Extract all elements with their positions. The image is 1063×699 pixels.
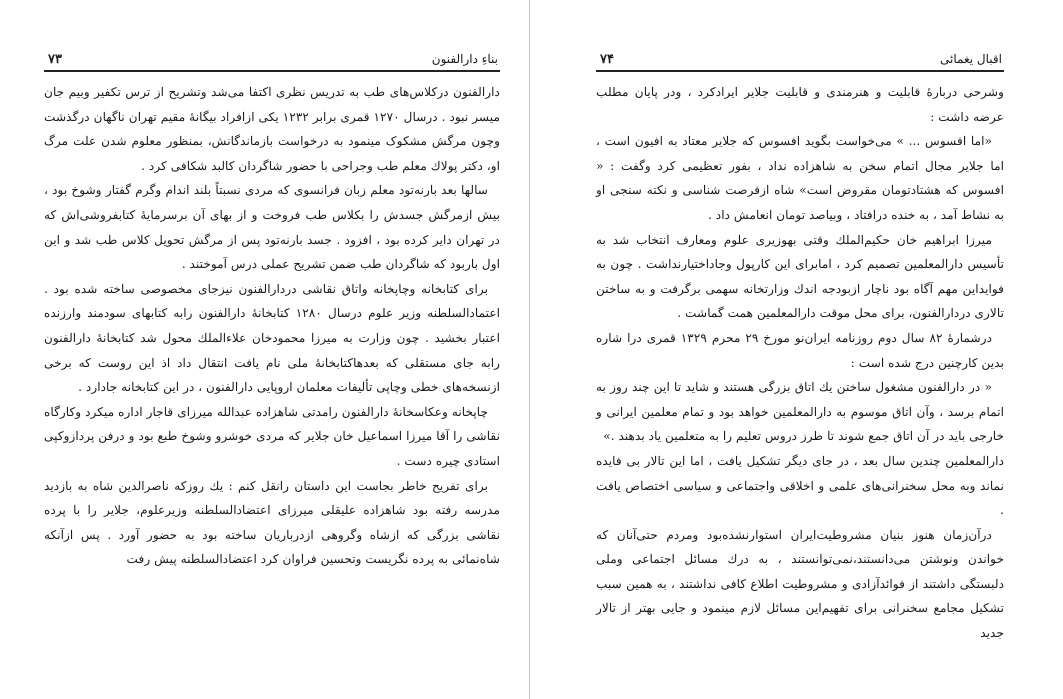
right-page-number: ۷۴ (600, 52, 614, 67)
paragraph: وشرحی دربارهٔ قابلیت و هنرمندی و قابلیت جلایر ایرادکرد ، ودر پایان مطلب عرضه داشت : (596, 85, 1004, 124)
quote-paragraph: « در دارالفنون مشغول ساختن یك اتاق بزرگی هستند و شاید تا این چند روز به اتمام برسد ، وآن اتاق موسوم به دارالمعلمین خواهد بود و تمام معلمین ایرانی و خارجی باید در آن اتاق جمع شوند تا طرز دروس تعلیم را به متعلمین یاد بدهند .» (596, 380, 1004, 444)
left-page-number: ۷۳ (48, 52, 62, 67)
page-gutter (529, 0, 530, 699)
right-page-body (596, 80, 1004, 646)
left-running-title: بناءِ دارالفنون (431, 52, 498, 66)
right-page (596, 36, 1004, 646)
paragraph: درآن‌زمان هنوز بنیان مشروطیت‌ایران استوارنشده‌بود ومردم حتی‌آنان که خواندن ونوشتن می‌دانستند،نمی‌توانستند ، به درك مسائل اجتماعی وملی دلبستگی داشتند از فوائدآزادی و مشروطیت اطلاع کافی نداشتند ، به همین سبب تشکیل مجامع سخنرانی برای تفهیم‌این مسائل لازم مینمود و جایی بهتر از تالار جدید (596, 527, 1004, 641)
paragraph: برای تفریح خاطر بجاست این داستان رانقل کنم : یك روزکه ناصرالدین شاه به بازدید مدرسه رفته بود شاهزاده علیقلی میرزای اعتضادالسلطنه وزیرعلوم، جلایر را با پرده نقاشی بزرگی که ازشاه وگروهی ازدرباریان ساخته بود به حضور آورد . پس ازآنکه شاه‌نمائی به پرده نگریست وتحسین فراوان کرد اعتضادالسلطنه پیش رفت (44, 478, 500, 567)
paragraph: دارالفنون درکلاس‌های طب به تدریس نظری اکتفا می‌شد وتشریح از ترس تکفیر وبیم جان میسر نبود . درسال ۱۲۷۰ قمری برابر ۱۲۳۲ یکی ازافراد بیگانهٔ مقیم تهران ناگهان درگذشت وچون مرگش مشکوک مینمود به درخواست بازماندگانش، بمنظور معلوم شدن علت مرگ او، دکتر پولاك معلم طب وجراحی با حضور شاگردان کالبد شکافی کرد . (44, 85, 500, 173)
left-page (44, 36, 500, 572)
paragraph: دارالمعلمین چندین سال بعد ، در جای دیگر تشکیل یافت ، اما این تالار بی فایده نماند وبه محل سخنرانی‌های علمی و اخلاقی واجتماعی و سیاسی اختصاص یافت . (596, 453, 1004, 518)
right-page-header (596, 36, 1004, 72)
paragraph: برای کتابخانه وچاپخانه واتاق نقاشی دردارالفنون نیزجای مخصوصی ساخته شده بود . اعتمادالسلطنه وزیر علوم درسال ۱۲۸۰ کتابخانهٔ دارالفنون رابه کتابهای سودمند وارزنده اعتبار بخشید . چون وزارت به میرزا محمودخان علاءالملك محول شد کتابخانهٔ دارالفنون رابه جای مستقلی که بعدهاکتابخانهٔ ملی نام یافت انتقال داد اذ این روست که برخی ازنسخه‌های خطی وچاپی تألیفات معلمان اروپایی دارالفنون ، در این کتابخانه جادارد . (44, 281, 500, 395)
paragraph: چاپخانه وعکاسخانهٔ دارالفنون رامدتی شاهزاده عبدالله میرزای قاجار اداره میکرد وکارگاه نقاشی را آقا میرزا اسماعیل خان جلایر که مردی خوشرو وشوخ طبع بود و درفن پردازوکپی استادی چیره دست . (44, 404, 500, 468)
left-page-body (44, 80, 500, 572)
quote-paragraph: «اما افسوس ... » می‌خواست بگوید افسوس که جلایر معتاد به افیون است ، اما جلایر مجال اتمام سخن به شاهزاده نداد ، بفور تعظیمی کرد وگفت : « افسوس که هشتادتومان مقروض است» شاه ازفرصت شناسی و نکته سنجی او به نشاط آمد ، به خنده درافتاد ، وبیاصد تومان انعامش داد . (596, 134, 1004, 222)
right-running-title: اقبال یغمائی (940, 52, 1002, 66)
paragraph: میرزا ابراهیم خان حکیم‌الملك وقتی بهوزیری علوم ومعارف انتخاب شد به تأسیس دارالمعلمین تصمیم کرد ، امابرای این کارپول وجاداختیارنداشت . چون به فوایداین مهم آگاه بود ناچار ازبودجه اندك وزارتخانه سهمی برگرفت و به ساختن تالاری دردارالفنون، برای محل موقت دارالمعلمین همت گماشت . (596, 232, 1004, 321)
left-page-header (44, 36, 500, 72)
paragraph: سالها بعد بارنه‌تود معلم زبان فرانسوی که مردی نسبتاً بلند اندام وگرم گفتار وشوخ بود ، بیش ازمرگش جسدش را بکلاس طب فروخت و از بهای آن برسرمایهٔ کتابفروشی‌اش که در تهران دایر کرده بود ، افزود . جسد بارنه‌تود پس از مرگش تحویل کلاس طب شد و این اول باربود که شاگردان طب ضمن تشریح عملی درس آموختند . (44, 183, 500, 272)
paragraph: درشمارهٔ ۸۲ سال دوم روزنامه ایران‌نو مورخ ۲۹ محرم ۱۳۲۹ قمری درا شاره بدین کارچنین درج شده است : (596, 330, 1004, 370)
